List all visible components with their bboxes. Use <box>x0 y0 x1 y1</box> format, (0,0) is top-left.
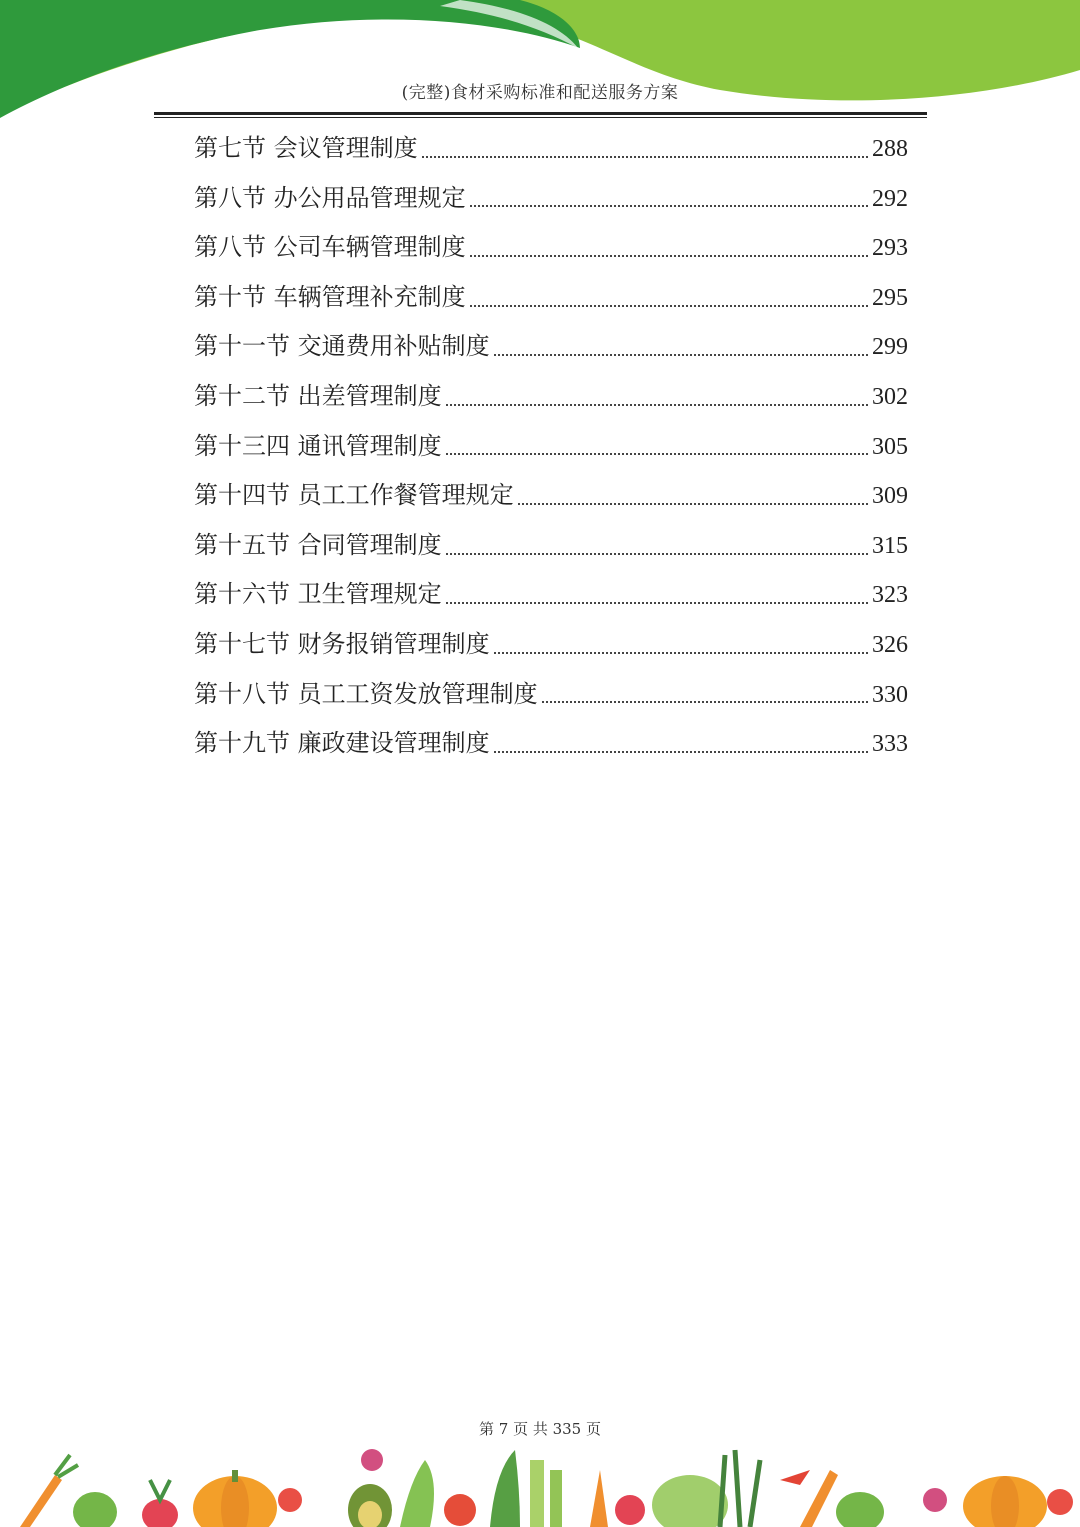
toc-entry-title: 第十四节 员工工作餐管理规定 <box>194 481 514 510</box>
toc-entry-title: 第十八节 员工工资发放管理制度 <box>194 679 538 708</box>
toc-entry[interactable] <box>194 570 908 620</box>
document-title: (完整)食材采购标准和配送服务方案 <box>401 83 679 103</box>
toc-entry-page-number: 302 <box>872 383 908 410</box>
toc-entry-title: 第八节 公司车辆管理制度 <box>194 233 466 262</box>
toc-entry-page-number: 309 <box>872 483 908 510</box>
toc-dot-leader <box>518 503 868 505</box>
toc-entry[interactable] <box>194 471 908 521</box>
toc-entry-page-number: 299 <box>872 334 908 361</box>
toc-entry[interactable] <box>194 670 908 720</box>
toc-entry[interactable] <box>194 124 908 174</box>
toc-entry-page-number: 288 <box>872 136 908 162</box>
toc-entry-title: 第八节 办公用品管理规定 <box>194 183 466 212</box>
toc-entry[interactable] <box>194 273 908 323</box>
toc-dot-leader <box>470 305 868 307</box>
toc-entry-page-number: 330 <box>872 681 908 708</box>
toc-dot-leader <box>446 404 868 406</box>
page-number: 第 7 页 共 335 页 <box>478 1420 601 1438</box>
toc-dot-leader <box>446 553 868 555</box>
toc-entry-page-number: 293 <box>872 235 908 262</box>
toc-entry-title: 第十九节 廉政建设管理制度 <box>194 729 490 758</box>
toc-dot-leader <box>422 156 868 158</box>
toc-entry-title: 第十节 车辆管理补充制度 <box>194 282 466 311</box>
toc-dot-leader <box>470 205 868 207</box>
toc-entry-page-number: 333 <box>872 731 908 758</box>
toc-entry[interactable] <box>194 322 908 372</box>
toc-entry-page-number: 305 <box>872 433 908 460</box>
toc-entry[interactable] <box>194 620 908 670</box>
toc-entry[interactable] <box>194 422 908 472</box>
toc-dot-leader <box>494 652 868 654</box>
table-of-contents <box>194 124 908 769</box>
toc-entry-page-number: 292 <box>872 185 908 212</box>
toc-entry[interactable] <box>194 521 908 571</box>
toc-entry-title: 第十七节 财务报销管理制度 <box>194 629 490 658</box>
toc-dot-leader <box>470 255 868 257</box>
toc-entry-title: 第十二节 出差管理制度 <box>194 381 442 410</box>
toc-entry[interactable] <box>194 372 908 422</box>
toc-entry[interactable] <box>194 223 908 273</box>
toc-entry-title: 第十三四 通讯管理制度 <box>194 431 442 460</box>
toc-entry-page-number: 323 <box>872 582 908 609</box>
header-banner <box>0 0 1080 130</box>
toc-entry-page-number: 295 <box>872 284 908 311</box>
toc-dot-leader <box>446 602 868 604</box>
toc-entry[interactable] <box>194 719 908 769</box>
header-rule <box>154 112 927 115</box>
toc-entry-title: 第十六节 卫生管理规定 <box>194 580 442 609</box>
toc-entry-title: 第十一节 交通费用补贴制度 <box>194 332 490 361</box>
toc-dot-leader <box>542 701 868 703</box>
vegetable-border-illustration <box>0 1440 1080 1527</box>
toc-entry-page-number: 326 <box>872 631 908 658</box>
toc-dot-leader <box>494 751 868 753</box>
toc-entry[interactable] <box>194 174 908 224</box>
toc-dot-leader <box>494 354 868 356</box>
toc-dot-leader <box>446 453 868 455</box>
toc-entry-title: 第十五节 合同管理制度 <box>194 530 442 559</box>
toc-entry-title: 第七节 会议管理制度 <box>194 134 418 162</box>
header-rule-thin <box>154 117 927 118</box>
toc-entry-page-number: 315 <box>872 532 908 559</box>
